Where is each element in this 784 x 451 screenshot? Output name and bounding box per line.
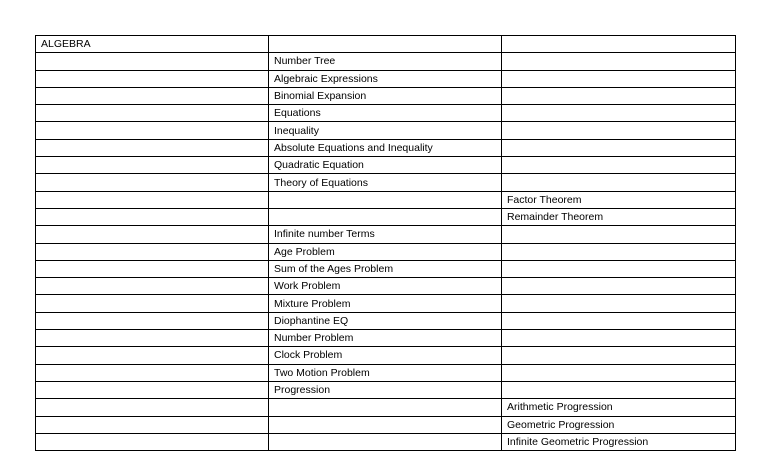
- table-cell[interactable]: Work Problem: [269, 278, 502, 295]
- table-cell[interactable]: [502, 381, 736, 398]
- table-cell[interactable]: Algebraic Expressions: [269, 70, 502, 87]
- table-cell[interactable]: [36, 364, 269, 381]
- topic-outline-table: [35, 35, 736, 451]
- table-cell[interactable]: [36, 243, 269, 260]
- table-cell[interactable]: [502, 139, 736, 156]
- table-cell[interactable]: [269, 433, 502, 450]
- table-cell[interactable]: Binomial Expansion: [269, 87, 502, 104]
- table-cell[interactable]: [36, 347, 269, 364]
- table-row: [36, 122, 736, 139]
- table-cell[interactable]: Equations: [269, 105, 502, 122]
- table-cell[interactable]: [36, 191, 269, 208]
- table-row: [36, 208, 736, 225]
- table-cell[interactable]: [269, 399, 502, 416]
- table-row: [36, 70, 736, 87]
- table-cell[interactable]: [36, 226, 269, 243]
- table-cell[interactable]: [269, 191, 502, 208]
- table-cell[interactable]: Theory of Equations: [269, 174, 502, 191]
- table-row: [36, 399, 736, 416]
- table-cell[interactable]: [502, 174, 736, 191]
- table-cell[interactable]: [502, 260, 736, 277]
- table-cell[interactable]: [502, 278, 736, 295]
- table-cell[interactable]: Two Motion Problem: [269, 364, 502, 381]
- table-row: [36, 278, 736, 295]
- table-cell[interactable]: [502, 70, 736, 87]
- table-row: [36, 87, 736, 104]
- table-cell[interactable]: Geometric Progression: [502, 416, 736, 433]
- table-cell[interactable]: Factor Theorem: [502, 191, 736, 208]
- table-row: [36, 157, 736, 174]
- table-cell[interactable]: Inequality: [269, 122, 502, 139]
- table-row: [36, 243, 736, 260]
- table-cell[interactable]: [502, 105, 736, 122]
- outline-table-body: [36, 36, 736, 451]
- table-row: [36, 226, 736, 243]
- table-row: [36, 330, 736, 347]
- table-cell[interactable]: [36, 122, 269, 139]
- table-cell[interactable]: Absolute Equations and Inequality: [269, 139, 502, 156]
- table-row: [36, 191, 736, 208]
- table-cell[interactable]: Number Problem: [269, 330, 502, 347]
- table-cell[interactable]: Clock Problem: [269, 347, 502, 364]
- table-row: [36, 36, 736, 53]
- table-row: [36, 381, 736, 398]
- table-cell[interactable]: [502, 87, 736, 104]
- table-cell[interactable]: [502, 330, 736, 347]
- table-cell[interactable]: [502, 364, 736, 381]
- table-cell[interactable]: [36, 399, 269, 416]
- table-cell[interactable]: [502, 295, 736, 312]
- table-cell[interactable]: Arithmetic Progression: [502, 399, 736, 416]
- table-cell[interactable]: [36, 260, 269, 277]
- table-cell[interactable]: Infinite number Terms: [269, 226, 502, 243]
- table-cell[interactable]: Sum of the Ages Problem: [269, 260, 502, 277]
- table-cell[interactable]: [269, 416, 502, 433]
- table-row: [36, 295, 736, 312]
- table-cell[interactable]: ALGEBRA: [36, 36, 269, 53]
- table-row: [36, 260, 736, 277]
- table-cell[interactable]: [36, 157, 269, 174]
- table-cell[interactable]: Age Problem: [269, 243, 502, 260]
- table-row: [36, 174, 736, 191]
- table-row: [36, 139, 736, 156]
- table-cell[interactable]: Quadratic Equation: [269, 157, 502, 174]
- table-row: [36, 433, 736, 450]
- table-cell[interactable]: Number Tree: [269, 53, 502, 70]
- table-cell[interactable]: [36, 381, 269, 398]
- table-cell[interactable]: [36, 105, 269, 122]
- table-cell[interactable]: [36, 70, 269, 87]
- table-cell[interactable]: [502, 347, 736, 364]
- table-cell[interactable]: [36, 174, 269, 191]
- table-row: [36, 53, 736, 70]
- table-row: [36, 312, 736, 329]
- table-cell[interactable]: [502, 157, 736, 174]
- table-cell[interactable]: [502, 36, 736, 53]
- table-cell[interactable]: [36, 330, 269, 347]
- table-cell[interactable]: Remainder Theorem: [502, 208, 736, 225]
- table-cell[interactable]: [36, 312, 269, 329]
- table-cell[interactable]: [502, 312, 736, 329]
- table-cell[interactable]: Mixture Problem: [269, 295, 502, 312]
- table-row: [36, 416, 736, 433]
- table-cell[interactable]: [502, 53, 736, 70]
- table-cell[interactable]: Progression: [269, 381, 502, 398]
- table-cell[interactable]: [502, 122, 736, 139]
- table-cell[interactable]: [502, 226, 736, 243]
- table-cell[interactable]: [36, 53, 269, 70]
- table-cell[interactable]: Diophantine EQ: [269, 312, 502, 329]
- table-cell[interactable]: [36, 87, 269, 104]
- table-cell[interactable]: [36, 295, 269, 312]
- table-row: [36, 364, 736, 381]
- table-cell[interactable]: [269, 36, 502, 53]
- table-cell[interactable]: Infinite Geometric Progression: [502, 433, 736, 450]
- table-cell[interactable]: [36, 278, 269, 295]
- table-cell[interactable]: [36, 208, 269, 225]
- table-row: [36, 347, 736, 364]
- table-cell[interactable]: [269, 208, 502, 225]
- table-row: [36, 105, 736, 122]
- table-cell[interactable]: [502, 243, 736, 260]
- table-cell[interactable]: [36, 433, 269, 450]
- table-cell[interactable]: [36, 416, 269, 433]
- table-cell[interactable]: [36, 139, 269, 156]
